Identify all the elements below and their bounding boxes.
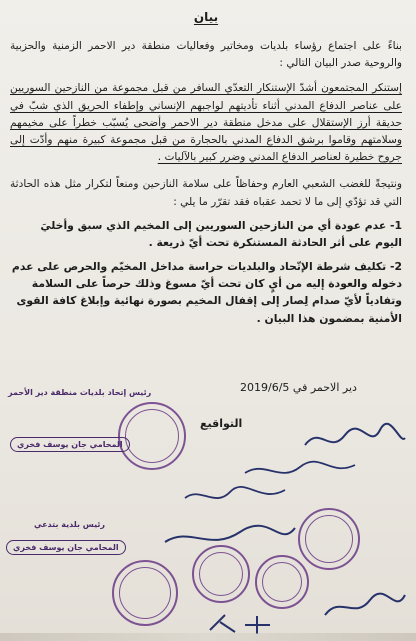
signatures-label: التواقيع <box>200 417 243 430</box>
document-date: دير الاحمر في 2019/6/5 <box>240 381 357 394</box>
municipality-head-title: رئيس بلدية بتدعي <box>34 520 105 529</box>
decision-item <box>10 258 402 328</box>
decision-item <box>10 217 402 252</box>
condemnation-paragraph: إستنكر المجتمعون أشدّ الإستنكار التعدّي السافر من قبل مجموعة من النازحين السوريين على عناصر الدفاع المدني أثناء تأديتهم لواجبهم الإنساني وإطفاء الحريق الذي شبّ في حديقة أرز الإستقلال على مدخل منطقة دير الاحمر وأضحى يُسبّب خطراً على مخيمهم وسلامتهم وقاموا برشق الدفاع المدني بالحجارة من قبل مجموعة كبيرة منهم وأدّت إلى جروح خطيرة لعناصر الدفاع المدني وضرر كبير بالآليات . <box>10 82 402 164</box>
decision-text: تكليف شرطة الإتّحاد والبلديات حراسة مداخل المخيّم والحرص على عدم دخوله والعودة إليه من أيٍ كان تحت أيّ مسوغ وذلك حرصاً على السلامة وتفادياً لأيّ صدام لِصار إلى إقفال المخيم بصورة نهائية وإبلاغ كافة القوى الأمنية بمضمون هذا البيان . <box>11 259 402 325</box>
handwritten-signature <box>160 520 300 556</box>
union-seal-stamp <box>118 402 186 470</box>
municipality-seal-stamp <box>255 555 309 609</box>
handwritten-signature <box>320 585 410 625</box>
document-title: بيان <box>193 10 219 24</box>
decision-number: 2- <box>390 259 402 273</box>
handwritten-signature <box>180 478 290 512</box>
decision-text: عدم عودة أي من النازحين السوريين إلى المخيم الذي سبق وأخليَ اليوم على أثر الحادثة المستنكرة تحت أيّ ذريعة . <box>40 218 402 250</box>
union-head-title: رئيس إتحاد بلديات منطقة دير الأحمر <box>8 388 152 397</box>
decisions-list <box>10 217 402 327</box>
paper-shadow-edge <box>0 633 416 641</box>
resolution-intro-paragraph: ونتيجةً للغضب الشعبي العارم وحفاظاً على سلامة النازحين ومنعاً لتكرار مثل هذه الحادثة التي قد تؤدّي إلى ما لا تحمد عقباه فقد تقرّر ما يلي : <box>10 178 402 208</box>
official-seal-stamp <box>298 508 360 570</box>
union-head-name: المحامي جان يوسف فخري <box>10 437 130 452</box>
municipality-head-name: المحامي جان يوسف فخري <box>6 540 126 555</box>
intro-paragraph: بناءً على اجتماع رؤساء بلديات ومخاتير وفعاليات منطقة دير الاحمر الزمنية والحزبية والروحية صدر البيان التالي : <box>10 40 402 70</box>
handwritten-signature <box>300 420 410 460</box>
decision-number: 1- <box>390 218 402 232</box>
church-seal-stamp <box>112 560 178 626</box>
